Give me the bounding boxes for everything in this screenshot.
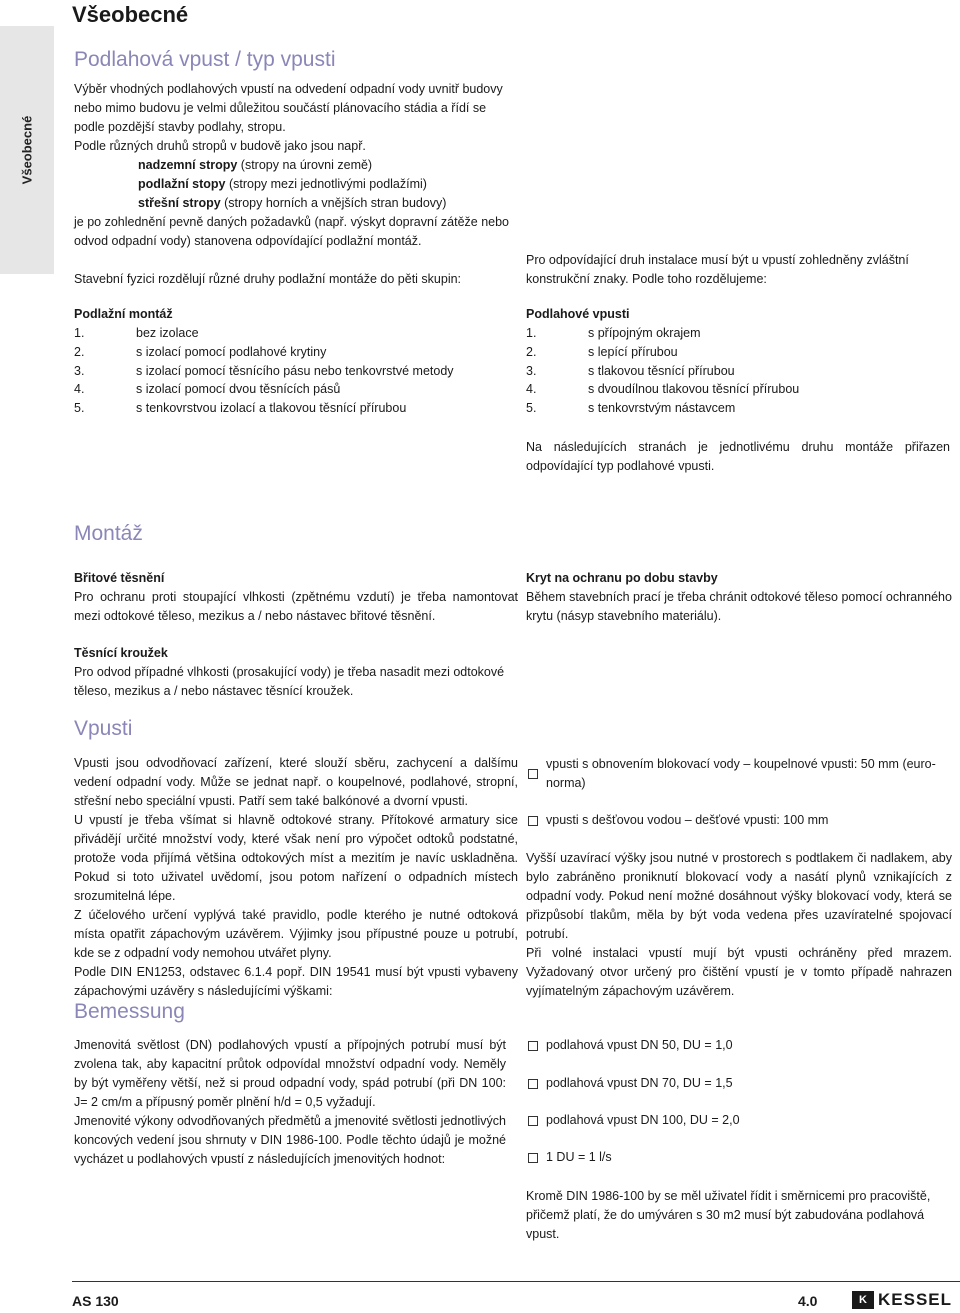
checkbox-icon (528, 1079, 538, 1089)
montaz-list-heading: Podlažní montáž (74, 307, 173, 321)
vpusti-p4: Podle DIN EN1253, odstavec 6.1.4 popř. DIN 19541 musí být vpusti vybaveny zápachovými uzávěry s následujícími výškami: (74, 965, 518, 998)
vpusti-list (526, 324, 960, 418)
vpusti-p3: Z účelového určení vyplývá také pravidlo, podle kterého je nutné odtoková místa opatřit zápachovým uzávěrem. Výjimky jsou přípustné pouze u potrubí, kde se z odpadní vody nemohou utvářet plyny. (74, 908, 518, 960)
checkbox-label: podlahová vpust DN 70, DU = 1,5 (546, 1076, 733, 1090)
bemessung-note: Kromě DIN 1986-100 by se měl uživatel řídit i směrnicemi pro pracoviště, přičemž platí, že do umýváren s 30 m2 musí být zabudována podlahová vpust. (526, 1189, 931, 1241)
checkbox-label: podlahová vpust DN 50, DU = 1,0 (546, 1038, 733, 1052)
podlahova-intro: Výběr vhodných podlahových vpustí na odvedení odpadní vody uvnitř budovy nebo mimo budovu je velmi důležitou součástí plánovacího stádia a řídí se podle pozdější stavby podlahy, stropu. (74, 82, 503, 134)
section-heading-vpusti: Vpusti (74, 717, 133, 740)
section-heading-montaz: Montáž (74, 522, 143, 545)
montaz-list-block (74, 305, 518, 418)
vpusti-p2: U vpustí je třeba všímat si hlavně odtokové strany. Přítokové armatury sice přivádějí určité množství vody, které však není pro výpočet odtoků podstatné, protože voda přijímá většina odtokových míst a mezitím je navíc uskladněna. Pokud si toto uživatel uvědomí, jsou potom nařízení o odpadních místech srozumitelná lépe. (74, 813, 518, 903)
podlahova-skupiny: Stavební fyzici rozdělují různé druhy podlažní montáže do pěti skupin: (74, 272, 462, 286)
checkbox-row (528, 1074, 958, 1093)
vpusti-r2: Při volné instalaci vpustí mují být vpusti ochráněny před mrazem. Vyžadovaný otvor určený pro čištění vpustí je v tomto případě nahrazen vyjímatelným zápachovým uzávěrem. (526, 946, 952, 998)
list-item: 2. s lepící přírubou (526, 344, 678, 359)
brand-logo (852, 1290, 952, 1310)
checkbox-icon (528, 1041, 538, 1051)
tesnici-title: Těsnící kroužek (74, 646, 168, 660)
list-item: 4. s dvoudílnou tlakovou těsnící přírubou (526, 382, 800, 397)
tesnici-text: Pro odvod případné vlhkosti (prosakující vody) je třeba nasadit mezi odtokové těleso, mezikus a / nebo nástavec těsnící kroužek. (74, 665, 505, 698)
checkbox-label: podlahová vpust DN 100, DU = 2,0 (546, 1113, 740, 1127)
vpusti-r1: Vyšší uzavírací výšky jsou nutné v prostorech s podtlakem či nadlakem, aby bylo zabráněno proniknutí blokovací vody a nasátí plynů vznikajících z odpadní vody. Pokud není možné dosáhnout výšky blokovací vody, která se přizpůsobí tlakům, měla by být voda vedena přes uzavíratelné spojovací potrubí. (526, 851, 952, 941)
checkbox-row (528, 1148, 958, 1167)
strop-item: nadzemní stropy (stropy na úrovni země) (138, 158, 373, 172)
podlahova-left-column (74, 80, 518, 251)
kryt-title: Kryt na ochranu po dobu stavby (526, 571, 718, 585)
list-item: 3. s tlakovou těsnící přírubou (526, 363, 735, 378)
britove-block (74, 569, 518, 626)
footer-code: AS 130 (72, 1293, 119, 1309)
vpusti-list-block (526, 305, 960, 418)
logo-text: KESSEL (878, 1290, 953, 1309)
list-item: 2. s izolací pomocí podlahové krytiny (74, 344, 327, 359)
montaz-list (74, 324, 518, 418)
podlahova-intro2: Podle různých druhů stropů v budově jako jsou např. (74, 139, 366, 153)
podlahova-after-list: je po zohlednění pevně daných požadavků (např. výskyt dopravní zátěže nebo odvod odpadní vody) stanovena odpovídající podlažní montáž. (74, 215, 510, 248)
vpusti-right-column (526, 849, 952, 1001)
tesnici-block (74, 644, 518, 701)
list-item: 5. s tenkovrstvou izolací a tlakovou těsnící přírubou (74, 401, 407, 416)
checkbox-icon (528, 769, 538, 779)
bemessung-p2: Jmenovité výkony odvodňovaných předmětů a jmenovité světlosti jednotlivých koncových vedení jsou shrnuty v DIN 1986-100. Podle těchto údajů je možné vycházet u podlahových vpustí z následujících jmenovitých hodnot: (74, 1114, 506, 1166)
vpusti-left-column (74, 754, 518, 1001)
checkbox-icon (528, 816, 538, 826)
checkbox-label: 1 DU = 1 l/s (546, 1150, 612, 1164)
checkbox-label: vpusti s dešťovou vodou – dešťové vpusti: 100 mm (546, 813, 829, 827)
bemessung-left-column (74, 1036, 506, 1169)
side-tab (0, 26, 54, 274)
list-item: 4. s izolací pomocí dvou těsnících pásů (74, 382, 341, 397)
side-tab-label: Všeobecné (19, 115, 35, 185)
checkbox-row (528, 1036, 958, 1055)
podlahova-right-note: Na následujících stranách je jednotlivému druhu montáže přiřazen odpovídající typ podlahové vpusti. (526, 440, 950, 473)
vpusti-list-heading: Podlahové vpusti (526, 307, 630, 321)
list-item: 1. bez izolace (74, 326, 199, 340)
britove-text: Pro ochranu proti stoupající vlhkosti (zpětnému vzdutí) je třeba namontovat mezi odtokové těleso, mezikus a / nebo nástavec břitové těsnění. (74, 590, 518, 623)
list-item: 1. s přípojným okrajem (526, 326, 701, 340)
list-item: 3. s izolací pomocí těsnícího pásu nebo tenkovrstvé metody (74, 363, 454, 378)
page-number: 4.0 (798, 1293, 818, 1309)
logo-icon: K (852, 1291, 874, 1309)
checkbox-row (528, 755, 958, 793)
strop-item: střešní stropy (stropy horních a vnějších stran budovy) (138, 196, 447, 210)
britove-title: Břitové těsnění (74, 571, 165, 585)
strop-list (74, 156, 518, 213)
section-heading-bemessung: Bemessung (74, 1000, 185, 1023)
kryt-text: Během stavebních prací je třeba chránit odtokové těleso pomocí ochranného krytu (násyp stavebního materiálu). (526, 590, 952, 623)
footer-divider (72, 1281, 960, 1282)
strop-item: podlažní stopy (stropy mezi jednotlivými podlažími) (138, 177, 427, 191)
list-item: 5. s tenkovrstvým nástavcem (526, 401, 736, 416)
bemessung-p1: Jmenovitá světlost (DN) podlahových vpustí a přípojných potrubí musí být zvolena tak, aby kapacitní průtok odpovídal množství odpadní vody. Neměly by být vyměřeny větší, než si proud odpadní vody, spád potrubí (při DN 100: J= 2 cm/m a přípusný poměr plnění h/d = 0,5 vyžadují. (74, 1038, 506, 1109)
page-title: Všeobecné (72, 2, 189, 27)
checkbox-icon (528, 1153, 538, 1163)
checkbox-label: vpusti s obnovením blokovací vody – koupelnové vpusti: 50 mm (euro-norma) (546, 757, 936, 790)
section-heading-podlahova: Podlahová vpust / typ vpusti (74, 48, 336, 71)
checkbox-icon (528, 1116, 538, 1126)
checkbox-row (528, 811, 958, 830)
checkbox-row (528, 1111, 958, 1130)
podlahova-right-intro: Pro odpovídající druh instalace musí být u vpustí zohledněny zvláštní konstrukční znaky. Podle toho rozdělujeme: (526, 253, 909, 286)
vpusti-p1: Vpusti jsou odvodňovací zařízení, které slouží sběru, zachycení a dalšímu vedení odpadní vody. Může se jednat např. o koupelnové, podlahové, stropní, střešní nebo speciální vpusti. Patří sem také balkónové a dvorní vpusti. (74, 756, 518, 808)
kryt-block (526, 569, 960, 626)
